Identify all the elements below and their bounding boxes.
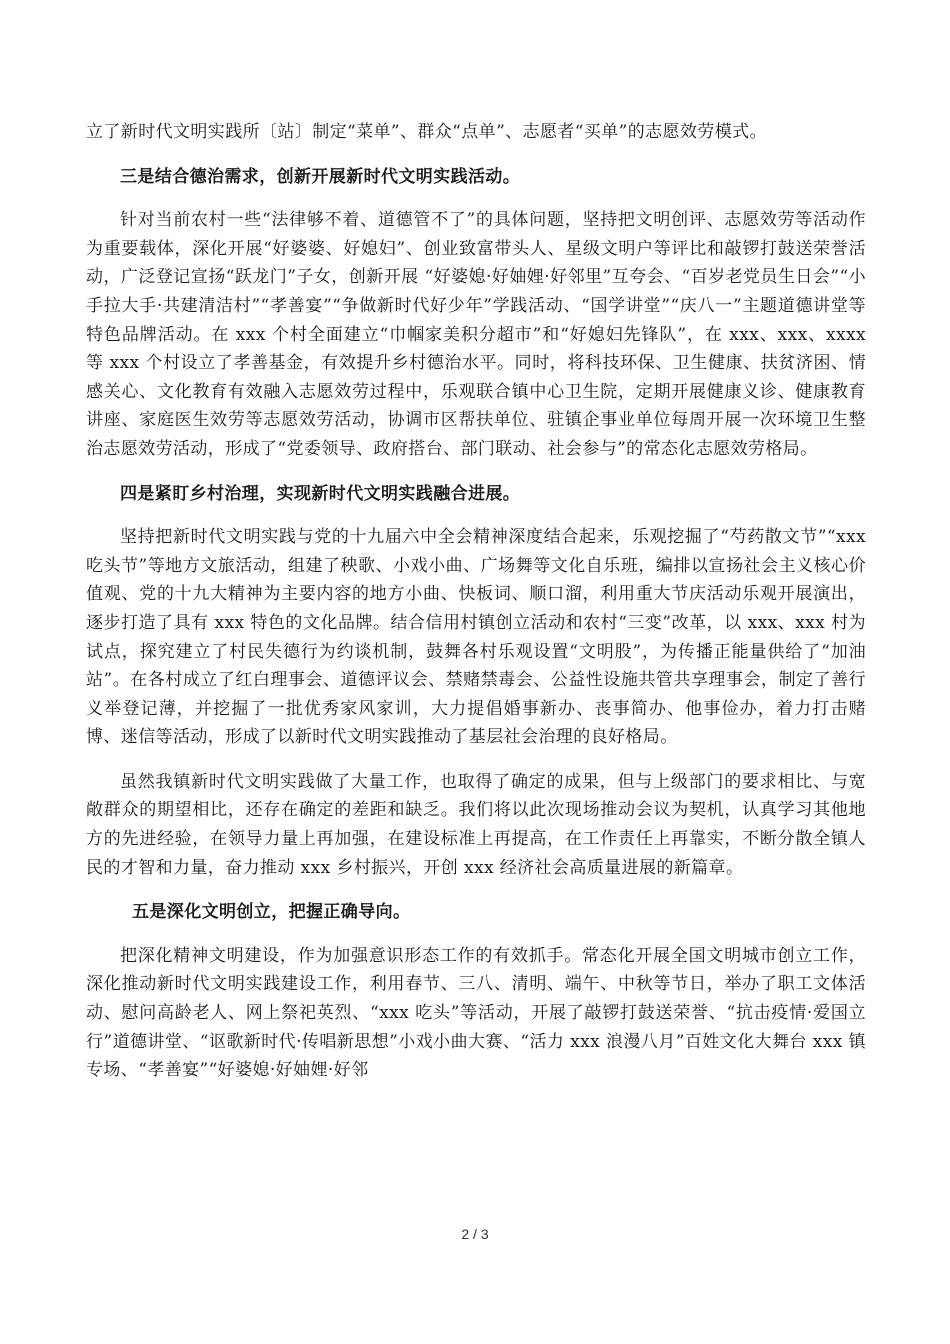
section-heading-5: 五是深化文明创立，把握正确导向。 — [132, 902, 411, 923]
section-heading-3: 三是结合德治需求，创新开展新时代文明实践活动。 — [120, 166, 521, 187]
paragraph-section-3: 针对当前农村一些“法律够不着、道德管不了”的具体问题，坚持把文明创评、志愿效劳等活动作为重要载体，深化开展“好婆婆、好媳妇”、创业致富带头人、星级文明户等评比和敲锣打鼓送荣誉活动，广泛登记宣扬“跃龙门”子女，创新开展 “好婆媳·好妯娌·好邻里”互夸会、“百岁老党员生日会”“小手拉大手·共建清洁村”“孝善宴”“争做新时代好少年”学践活动、“国学讲堂”“庆八一”主题道德讲堂等特色品牌活动。在 xxx 个村全面建立“巾帼家美积分超市”和“好媳妇先锋队”，在 xxx、xxx、xxxx 等 xxx 个村设立了孝善基金，有效提升乡村德治水平。同时，将科技环保、卫生健康、扶贫济困、情感关心、文化教育有效融入志愿效劳过程中，乐观联合镇中心卫生院，定期开展健康义诊、健康教育讲座、家庭医生效劳等志愿效劳活动，协调市区帮扶单位、驻镇企事业单位每周开展一次环境卫生整治志愿效劳活动，形成了“党委领导、政府搭台、部门联动、社会参与”的常态化志愿效劳格局。 — [86, 210, 866, 459]
document-body — [86, 118, 866, 1085]
page-number: 2 / 3 — [461, 1226, 489, 1242]
section-heading-4: 四是紧盯乡村治理，实现新时代文明实践融合进展。 — [120, 483, 521, 504]
paragraph-section-4: 坚持把新时代文明实践与党的十九届六中全会精神深度结合起来，乐观挖掘了“芍药散文节”“xxx 吃头节”等地方文旅活动，组建了秧歌、小戏小曲、广场舞等文化自乐班，编排以宣扬社会主义核心价值观、党的十九大精神为主要内容的地方小曲、快板词、顺口溜，利用重大节庆活动乐观开展演出，逐步打造了具有 xxx 特色的文化品牌。结合信用村镇创立活动和农村“三变”改革，以 xxx、xxx 村为试点，探究建立了村民失德行为约谈机制，鼓舞各村乐观设置“文明股”，为传播正能量供给了“加油站”。在各村成立了红白理事会、道德评议会、禁赌禁毒会、公益性设施共管共享理事会，制定了善行义举登记薄，并挖掘了一批优秀家风家训，大力提倡婚事新办、丧事简办、他事俭办，着力打击赌博、迷信等活动，形成了以新时代文明实践推动了基层社会治理的良好格局。 — [86, 527, 866, 748]
paragraph-section-5: 把深化精神文明建设，作为加强意识形态工作的有效抓手。常态化开展全国文明城市创立工作，深化推动新时代文明实践建设工作，利用春节、三八、清明、端午、中秋等节日，举办了职工文体活动、慰问高龄老人、网上祭祀英烈、“xxx 吃头”等活动，开展了敲锣打鼓送荣誉、“抗击疫情·爱国立行”道德讲堂、“讴歌新时代·传唱新思想”小戏小曲大赛、“活力 xxx 浪漫八月”百姓文化大舞台 xxx 镇专场、“孝善宴”“好婆媳·好妯娌·好邻 — [86, 945, 866, 1081]
paragraph-summary: 虽然我镇新时代文明实践做了大量工作，也取得了确定的成果，但与上级部门的要求相比、与宽敞群众的期望相比，还存在确定的差距和缺乏。我们将以此次现场推动会议为契机，认真学习其他地方的先进经验，在领导力量上再加强，在建设标准上再提高，在工作责任上再靠实，不断分散全镇人民的才智和力量，奋力推动 xxx 乡村振兴，开创 xxx 经济社会高质量进展的新篇章。 — [86, 771, 866, 878]
paragraph-continuation: 立了新时代文明实践所〔站〕制定“菜单”、群众“点单”、志愿者“买单”的志愿效劳模式。 — [86, 122, 767, 142]
